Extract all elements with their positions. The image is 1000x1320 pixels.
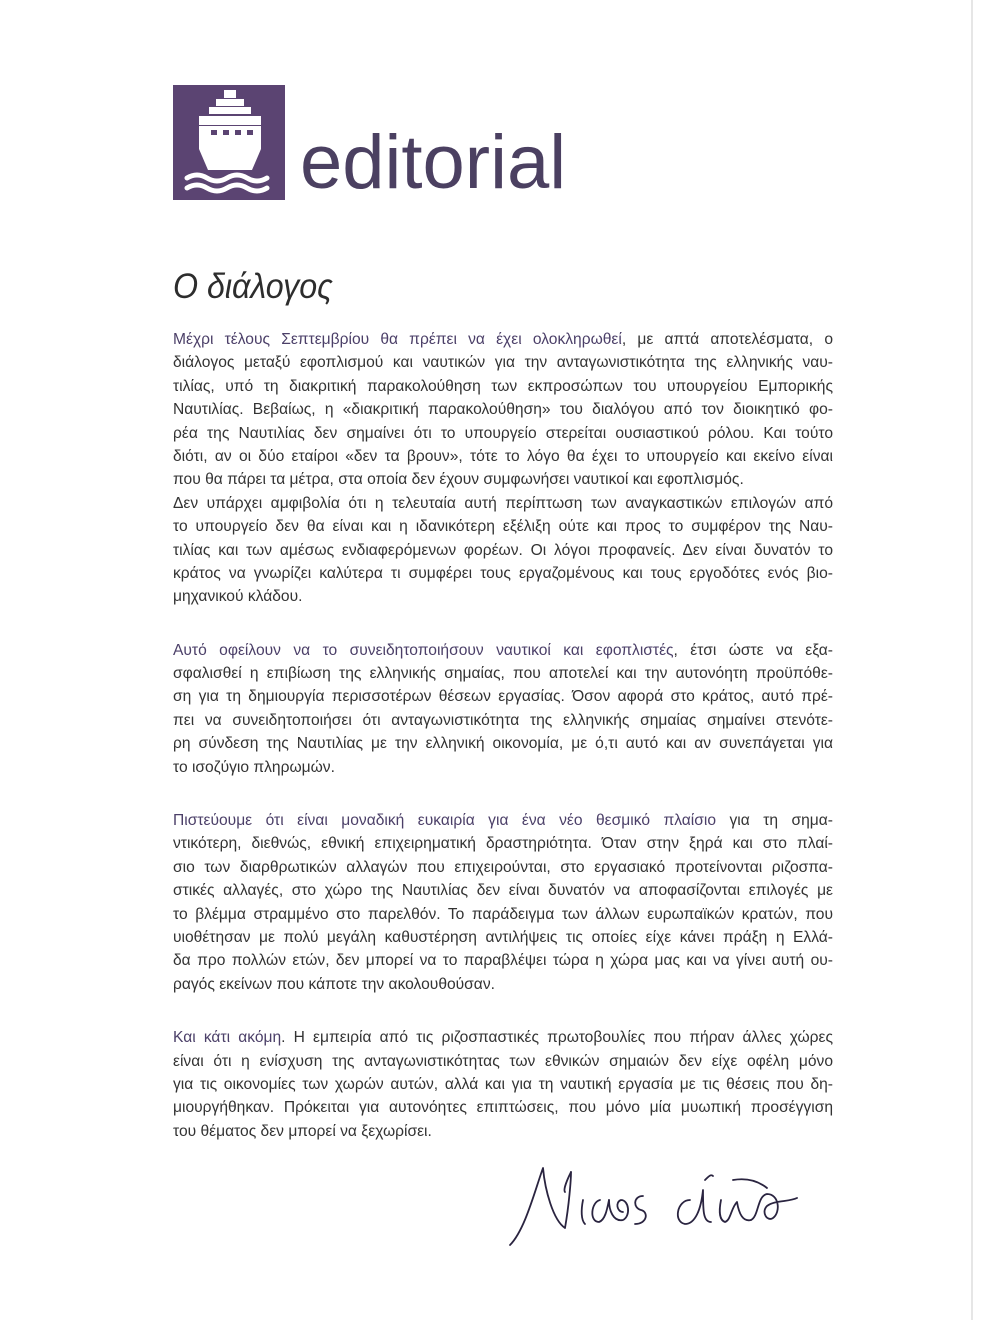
text-line: διότι, αν οι δύο εταίροι «δεν τα βρουν», τότε το λόγο θα έχει το υπουργείο και εκείνο είναι bbox=[173, 447, 833, 465]
paragraph-3 bbox=[173, 809, 833, 996]
text-line: υιοθέτησαν με πολύ μεγάλη καθυστέρηση αντιλήψεις τις οποίες είχε κάνει πράξη η Ελλά- bbox=[173, 928, 833, 946]
text-line: κράτος να γνωρίζει καλύτερα τι συμφέρει τους εργαζομένους και τους εργοδότες ενός βιο- bbox=[173, 564, 833, 582]
text-line: , με απτά αποτελέσματα, ο bbox=[621, 331, 833, 348]
text-line: για τη σημα- bbox=[716, 812, 833, 830]
text-line: μηχανικού κλάδου. bbox=[173, 588, 303, 606]
text-line: τιλίας, υπό τη διακριτική παρακολούθηση των εκπροσώπων του υπουργείου Εμπορικής bbox=[173, 377, 833, 395]
text-line: ρέα της Ναυτιλίας δεν σημαίνει ότι το υπουργείο στερείται ουσιαστικού ρόλου. Και τούτο bbox=[173, 424, 833, 442]
text-line: ραγός εκείνων που κάποτε την ακολουθούσαν. bbox=[173, 975, 495, 993]
text-line: , έτσι ώστε να εξα- bbox=[673, 641, 833, 659]
paragraph-4 bbox=[173, 1026, 833, 1143]
text-line: Δεν υπάρχει αμφιβολία ότι η τελευταία αυτή περίπτωση των αναγκαστικών επιλογών από bbox=[173, 494, 833, 512]
text-line: ντικότερη, διεθνώς, εθνική επιχειρηματική δραστηριότητα. Όταν στην ξηρά και στο πλαί- bbox=[173, 835, 833, 853]
text-line: σιο των διαρθρωτικών αλλαγών που επιχειρούνται, στο εργασιακό προτείνονται ριζοσπα- bbox=[173, 858, 833, 876]
text-line: το ισοζύγιο πληρωμών. bbox=[173, 758, 335, 776]
page-edge bbox=[971, 0, 973, 1320]
text-line: Ναυτιλίας. Βεβαίως, η «διακριτική παρακολούθηση» του διαλόγου από τον διοικητικό φο- bbox=[173, 401, 833, 419]
paragraph-2 bbox=[173, 639, 833, 779]
text-line: είναι ότι η ενίσχυση της ανταγωνιστικότητας των εθνικών σημαιών δεν είχε οφέλη μόνο bbox=[173, 1052, 833, 1070]
article-body bbox=[173, 328, 833, 1173]
text-line: τιλίας και των αμέσως ενδιαφερόμενων φορέων. Οι λόγοι προφανείς. Δεν είναι δυνατόν το bbox=[173, 541, 833, 559]
text-line: που θα πάρει τα μέτρα, στα οποία δεν έχουν συμφωνήσει ναυτικοί και εφοπλισμός. bbox=[173, 471, 744, 489]
ship-icon bbox=[173, 85, 285, 200]
paragraph-lead: Μέχρι τέλους Σεπτεμβρίου θα πρέπει να έχει ολοκληρωθεί bbox=[173, 331, 622, 348]
text-line: για τις οικονομίες των χωρών αυτών, αλλά και για τη ναυτική εργασία με τις θέσεις που δη- bbox=[173, 1075, 833, 1093]
text-line: ρη σύνδεση της Ναυτιλίας με την ελληνική οικονομία, με ό,τι αυτό και αν συνεπάγεται για bbox=[173, 735, 833, 753]
signature bbox=[505, 1150, 825, 1260]
text-line: πει να συνειδητοποιήσει ότι ανταγωνιστικότητα της ελληνικής σημαίας σημαίνει στενότε- bbox=[173, 711, 833, 729]
text-line: μιουργήθηκαν. Πρόκειται για αυτονόητες επιπτώσεις, που μόνο μία μυωπική προσέγγιση bbox=[173, 1099, 833, 1117]
text-line: ση για τη δημιουργία περισσοτέρων θέσεων εργασίας. Όσον αφορά στο κράτος, αυτό πρέ- bbox=[173, 688, 833, 706]
paragraph-lead: Πιστεύουμε ότι είναι μοναδική ευκαιρία για ένα νέο θεσμικό πλαίσιο bbox=[173, 812, 717, 830]
paragraph-lead: Αυτό οφείλουν να το συνειδητοποιήσουν ναυτικοί και εφοπλιστές bbox=[173, 641, 674, 659]
article-title: Ο διάλογος bbox=[173, 267, 333, 306]
text-line: στικές αλλαγές, στο χώρο της Ναυτιλίας δεν είναι δυνατόν να αποφασίζονται επιλογές με bbox=[173, 882, 833, 900]
text-line: του θέματος δεν μπορεί να ξεχωρίσει. bbox=[173, 1122, 432, 1140]
text-line: διάλογος μεταξύ εφοπλισμού και ναυτικών για την ανταγωνιστικότητα της ελληνικής ναυ- bbox=[173, 354, 833, 372]
paragraph-1 bbox=[173, 328, 833, 609]
paragraph-lead: Και κάτι ακόμη bbox=[173, 1029, 282, 1047]
brand-title: editorial bbox=[300, 120, 567, 205]
text-line: . Η εμπειρία από τις ριζοσπαστικές πρωτοβουλίες που πήραν άλλες χώρες bbox=[281, 1029, 833, 1047]
text-line: σφαλισθεί η επιβίωση της ελληνικής σημαίας, που αποτελεί και την αυτονόητη προϋπόθε- bbox=[173, 665, 833, 683]
text-line: το υπουργείο δεν θα είναι και η ιδανικότερη εξέλιξη ούτε και προς το συμφέρον της Ναυ- bbox=[173, 518, 833, 536]
text-line: το βλέμμα στραμμένο στο παρελθόν. Το παράδειγμα των άλλων ευρωπαϊκών κρατών, που bbox=[173, 905, 833, 923]
text-line: δα προ πολλών ετών, δεν μπορεί να το παραβλέψει τώρα η χώρα μας και να γίνει αυτή ου- bbox=[173, 952, 833, 970]
